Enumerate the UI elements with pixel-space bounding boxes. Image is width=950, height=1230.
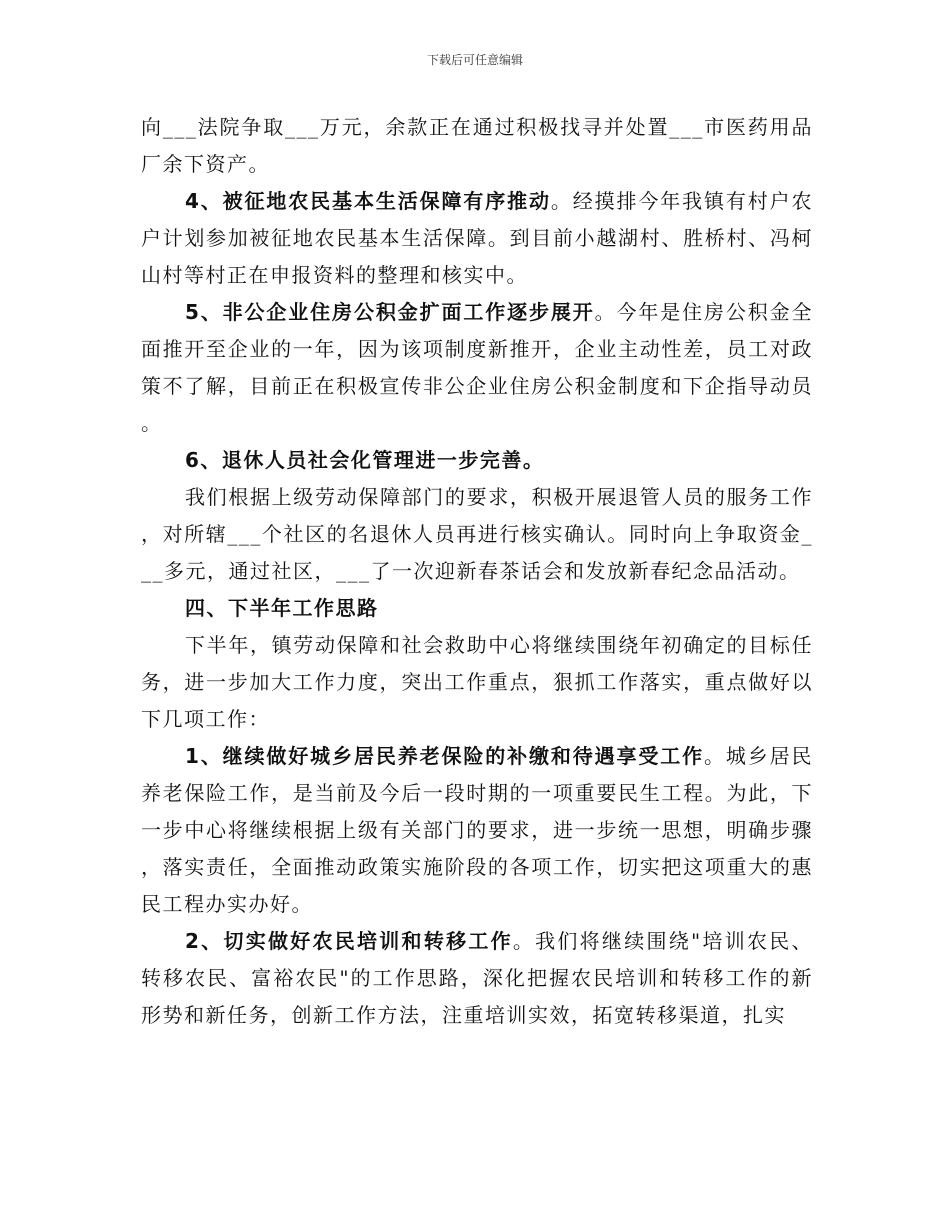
section-heading xyxy=(141,590,813,627)
page-header: 下载后可任意编辑 xyxy=(426,53,523,67)
paragraph-text: 。城乡居民养老保险工作，是当前及今后一段时期的一项重要民生工程。为此，下一步中心将继续根据上级有关部门的要求，进一步统一思想，明确步骤，落实责任，全面推动政策实施阶段的各项工作，切实把这项重大的惠民工程办实办好。 xyxy=(141,744,813,916)
paragraph-lead: 5、非公企业住房公积金扩面工作逐步展开 xyxy=(185,300,595,324)
document-body xyxy=(141,109,813,1034)
paragraph-retiree-management xyxy=(141,479,813,590)
paragraph-task-2 xyxy=(141,923,813,1034)
paragraph-text: 我们根据上级劳动保障部门的要求，积极开展退管人员的服务工作，对所辖___个社区的名退休人员再进行核实确认。同时向上争取资金___多元，通过社区，___了一次迎新春茶话会和发放新春纪念品活动。 xyxy=(141,485,813,583)
paragraph-text: 。我们将继续围绕"培训农民、转移农民、富裕农民"的工作思路，深化把握农民培训和转移工作的新形势和新任务，创新工作方法，注重培训实效，拓宽转移渠道，扎实 xyxy=(141,929,813,1027)
paragraph-lead: 2、切实做好农民培训和转移工作 xyxy=(185,929,513,953)
paragraph-item-6 xyxy=(141,442,813,479)
paragraph-text: 。经摸排今年我镇有村户农户计划参加被征地农民基本生活保障。到目前小越湖村、胜桥村、冯柯山村等村正在申报资料的整理和核实中。 xyxy=(141,189,813,287)
paragraph-lead: 4、被征地农民基本生活保障有序推动 xyxy=(185,189,551,213)
section-heading-text: 四、下半年工作思路 xyxy=(185,596,379,620)
paragraph-continuation xyxy=(141,109,813,183)
paragraph-text: 向___法院争取___万元，余款正在通过积极找寻并处置___市医药用品厂余下资产。 xyxy=(141,115,813,176)
paragraph-lead: 6、退休人员社会化管理进一步完善。 xyxy=(185,448,545,472)
paragraph-item-5 xyxy=(141,294,813,442)
paragraph-lead: 1、继续做好城乡居民养老保险的补缴和待遇享受工作 xyxy=(185,744,704,768)
paragraph-task-1 xyxy=(141,738,813,923)
paragraph-second-half-intro xyxy=(141,627,813,738)
paragraph-item-4 xyxy=(141,183,813,294)
paragraph-text: 。今年是住房公积金全面推开至企业的一年，因为该项制度新推开，企业主动性差，员工对政策不了解，目前正在积极宣传非公企业住房公积金制度和下企指导动员。 xyxy=(141,300,813,435)
paragraph-text: 下半年，镇劳动保障和社会救助中心将继续围绕年初确定的目标任务，进一步加大工作力度，突出工作重点，狠抓工作落实，重点做好以下几项工作： xyxy=(141,633,813,731)
